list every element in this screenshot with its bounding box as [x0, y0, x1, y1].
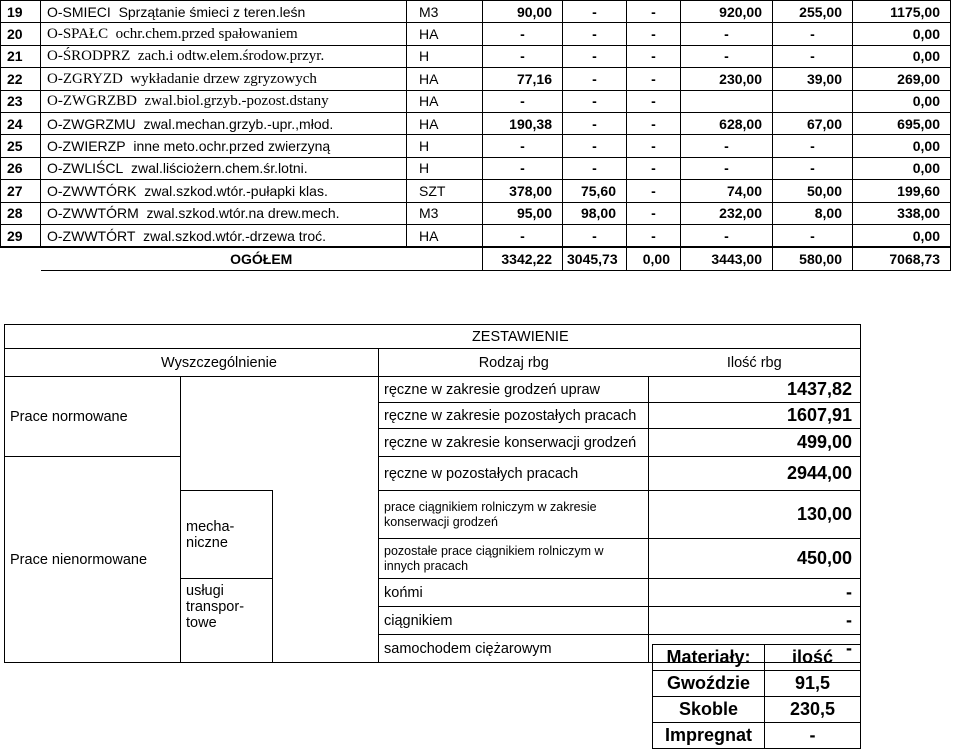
normowane-qty-2: 1607,91: [649, 403, 861, 429]
header-work-qty: Ilość rbg: [649, 349, 861, 377]
row-c2: -: [563, 135, 627, 157]
row-unit: HA: [407, 224, 483, 247]
row-c2: -: [563, 68, 627, 90]
row-c5: 255,00: [773, 1, 853, 23]
label-normowane: Prace normowane: [5, 377, 181, 457]
row-c4: 230,00: [681, 68, 773, 90]
row-code: O-SMIECI: [47, 3, 111, 20]
total-c3: 0,00: [627, 247, 681, 270]
total-row: [1, 247, 951, 270]
materials-qty-label: ilość: [765, 645, 861, 671]
table-row: [1, 1, 951, 23]
row-c3: -: [627, 157, 681, 179]
mech-qty-2: 450,00: [649, 539, 861, 579]
row-c1: -: [483, 135, 563, 157]
material-qty-2: 230,5: [765, 697, 861, 723]
row-c6: 695,00: [853, 112, 951, 134]
total-c4: 3443,00: [681, 247, 773, 270]
transport-qty-3: -: [649, 635, 861, 663]
material-qty-3: -: [765, 723, 861, 749]
row-desc: zach.i odtw.elem.środow.przyr.: [137, 48, 325, 65]
pozostale-type: ręczne w pozostałych pracach: [379, 457, 649, 491]
row-description: [41, 112, 407, 134]
row-desc: zwal.liściożern.chem.śr.lotni.: [131, 160, 308, 177]
row-desc: Sprzątanie śmieci z teren.leśn: [118, 3, 306, 20]
row-c1: -: [483, 45, 563, 67]
row-c1: -: [483, 90, 563, 112]
row-c1: -: [483, 157, 563, 179]
row-c2: -: [563, 112, 627, 134]
row-c6: 338,00: [853, 202, 951, 224]
row-description: [41, 224, 407, 247]
row-description: [41, 202, 407, 224]
row-description: [41, 135, 407, 157]
mech-qty-1: 130,00: [649, 491, 861, 539]
row-c3: -: [627, 202, 681, 224]
material-name-1: Gwoździe: [653, 671, 765, 697]
row-c2: 75,60: [563, 180, 627, 202]
row-c6: 199,60: [853, 180, 951, 202]
row-c5: 50,00: [773, 180, 853, 202]
row-c6: 0,00: [853, 90, 951, 112]
row-code: O-ŚRODPRZ: [47, 48, 131, 65]
materials-table: [652, 644, 861, 749]
materials-label: Materiały:: [653, 645, 765, 671]
row-description: [41, 1, 407, 23]
row-c3: -: [627, 23, 681, 45]
row-c5: 67,00: [773, 112, 853, 134]
row-c2: -: [563, 90, 627, 112]
row-unit: HA: [407, 23, 483, 45]
row-desc: zwal.szkod.wtór.na drew.mech.: [146, 205, 340, 222]
row-description: [41, 157, 407, 179]
row-unit: H: [407, 157, 483, 179]
row-c1: 77,16: [483, 68, 563, 90]
total-c6: 7068,73: [853, 247, 951, 270]
row-description: [41, 23, 407, 45]
row-c2: -: [563, 157, 627, 179]
row-description: [41, 68, 407, 90]
row-number: 24: [1, 112, 41, 134]
row-c3: -: [627, 68, 681, 90]
row-code: O-ZGRYZD: [47, 70, 123, 87]
summary-title: ZESTAWIENIE: [181, 325, 861, 349]
table-row: [1, 90, 951, 112]
row-code: O-ZWLIŚCL: [47, 160, 124, 177]
row-desc: zwal.biol.grzyb.-pozost.dstany: [144, 93, 329, 110]
normowane-type-1: ręczne w zakresie grodzeń upraw: [379, 377, 649, 403]
row-description: [41, 45, 407, 67]
material-name-2: Skoble: [653, 697, 765, 723]
mech-type-1: prace ciągnikiem rolniczym w zakresie konserwacji grodzeń: [379, 491, 649, 539]
table-row: [1, 202, 951, 224]
row-desc: zwal.szkod.wtór.-pułapki klas.: [144, 182, 328, 199]
row-c4: 628,00: [681, 112, 773, 134]
row-c5: -: [773, 45, 853, 67]
row-c3: -: [627, 112, 681, 134]
row-description: [41, 90, 407, 112]
row-c2: 98,00: [563, 202, 627, 224]
row-c5: 39,00: [773, 68, 853, 90]
row-c2: -: [563, 224, 627, 247]
row-c4: 920,00: [681, 1, 773, 23]
header-work-type: Rodzaj rbg: [379, 349, 649, 377]
transport-type-2: ciągnikiem: [379, 607, 649, 635]
row-number: 26: [1, 157, 41, 179]
header-specification: Wyszczególnienie: [5, 349, 379, 377]
transport-qty-1: -: [649, 579, 861, 607]
row-c3: -: [627, 180, 681, 202]
row-c5: -: [773, 224, 853, 247]
table-row: [1, 68, 951, 90]
row-number: 29: [1, 224, 41, 247]
transport-qty-2: -: [649, 607, 861, 635]
row-c5: 8,00: [773, 202, 853, 224]
row-c6: 0,00: [853, 135, 951, 157]
row-c6: 0,00: [853, 224, 951, 247]
row-c1: -: [483, 23, 563, 45]
row-desc: wykładanie drzew zgryzowych: [130, 70, 317, 87]
row-c2: -: [563, 45, 627, 67]
row-number: 21: [1, 45, 41, 67]
row-c5: -: [773, 23, 853, 45]
row-c6: 0,00: [853, 157, 951, 179]
row-c5: -: [773, 135, 853, 157]
row-c3: -: [627, 90, 681, 112]
row-desc: zwal.szkod.wtór.-drzewa troć.: [143, 227, 327, 244]
row-c5: [773, 90, 853, 112]
transport-type-3: samochodem ciężarowym: [379, 635, 649, 663]
table-row: [1, 135, 951, 157]
total-label: OGÓŁEM: [41, 247, 483, 270]
row-c4: 74,00: [681, 180, 773, 202]
row-c1: 378,00: [483, 180, 563, 202]
row-code: O-ZWWTÓRM: [47, 205, 139, 222]
row-c4: -: [681, 157, 773, 179]
material-qty-1: 91,5: [765, 671, 861, 697]
row-unit: H: [407, 45, 483, 67]
row-description: [41, 180, 407, 202]
row-number: 25: [1, 135, 41, 157]
row-unit: HA: [407, 68, 483, 90]
row-c6: 0,00: [853, 45, 951, 67]
total-c2: 3045,73: [563, 247, 627, 270]
summary-table: [4, 324, 861, 663]
transport-type-1: końmi: [379, 579, 649, 607]
row-c1: -: [483, 224, 563, 247]
row-number: 20: [1, 23, 41, 45]
row-c2: -: [563, 1, 627, 23]
table-row: [1, 180, 951, 202]
row-c2: -: [563, 23, 627, 45]
row-c3: -: [627, 45, 681, 67]
table-row: [1, 45, 951, 67]
table-row: [1, 112, 951, 134]
row-c4: -: [681, 224, 773, 247]
row-code: O-SPAŁC: [47, 26, 109, 43]
row-c6: 1175,00: [853, 1, 951, 23]
row-number: 23: [1, 90, 41, 112]
row-c4: [681, 90, 773, 112]
row-unit: M3: [407, 202, 483, 224]
table-row: [1, 23, 951, 45]
row-unit: SZT: [407, 180, 483, 202]
row-c4: -: [681, 23, 773, 45]
row-desc: ochr.chem.przed spałowaniem: [115, 26, 298, 43]
row-unit: M3: [407, 1, 483, 23]
table-row: [1, 157, 951, 179]
normowane-qty-1: 1437,82: [649, 377, 861, 403]
row-number: 22: [1, 68, 41, 90]
row-c3: -: [627, 1, 681, 23]
total-c1: 3342,22: [483, 247, 563, 270]
normowane-qty-3: 499,00: [649, 429, 861, 457]
row-code: O-ZWWTÓRT: [47, 227, 136, 244]
row-c4: -: [681, 45, 773, 67]
row-c1: 190,38: [483, 112, 563, 134]
row-c6: 269,00: [853, 68, 951, 90]
mech-type-2: pozostałe prace ciągnikiem rolniczym w innych pracach: [379, 539, 649, 579]
works-table: [0, 0, 951, 271]
label-nienormowane: Prace nienormowane: [5, 457, 181, 663]
row-c3: -: [627, 224, 681, 247]
row-c6: 0,00: [853, 23, 951, 45]
row-desc: inne meto.ochr.przed zwierzyną: [133, 138, 331, 155]
row-number: 19: [1, 1, 41, 23]
row-code: O-ZWWTÓRK: [47, 182, 137, 199]
row-code: O-ZWGRZBD: [47, 93, 137, 110]
table-row: [1, 224, 951, 247]
row-c4: -: [681, 135, 773, 157]
row-unit: HA: [407, 90, 483, 112]
row-c3: -: [627, 135, 681, 157]
row-code: O-ZWIERZP: [47, 138, 126, 155]
material-name-3: Impregnat: [653, 723, 765, 749]
row-desc: zwal.mechan.grzyb.-upr.,młod.: [143, 115, 334, 132]
row-c1: 90,00: [483, 1, 563, 23]
pozostale-qty: 2944,00: [649, 457, 861, 491]
row-c1: 95,00: [483, 202, 563, 224]
label-transport: usługi transpor- towe: [181, 579, 273, 663]
row-c4: 232,00: [681, 202, 773, 224]
row-unit: H: [407, 135, 483, 157]
row-number: 27: [1, 180, 41, 202]
total-c5: 580,00: [773, 247, 853, 270]
normowane-type-3: ręczne w zakresie konserwacji grodzeń: [379, 429, 649, 457]
normowane-type-2: ręczne w zakresie pozostałych pracach: [379, 403, 649, 429]
row-unit: HA: [407, 112, 483, 134]
label-mech: mecha- niczne: [181, 491, 273, 579]
row-c5: -: [773, 157, 853, 179]
row-number: 28: [1, 202, 41, 224]
row-code: O-ZWGRZMU: [47, 115, 136, 132]
